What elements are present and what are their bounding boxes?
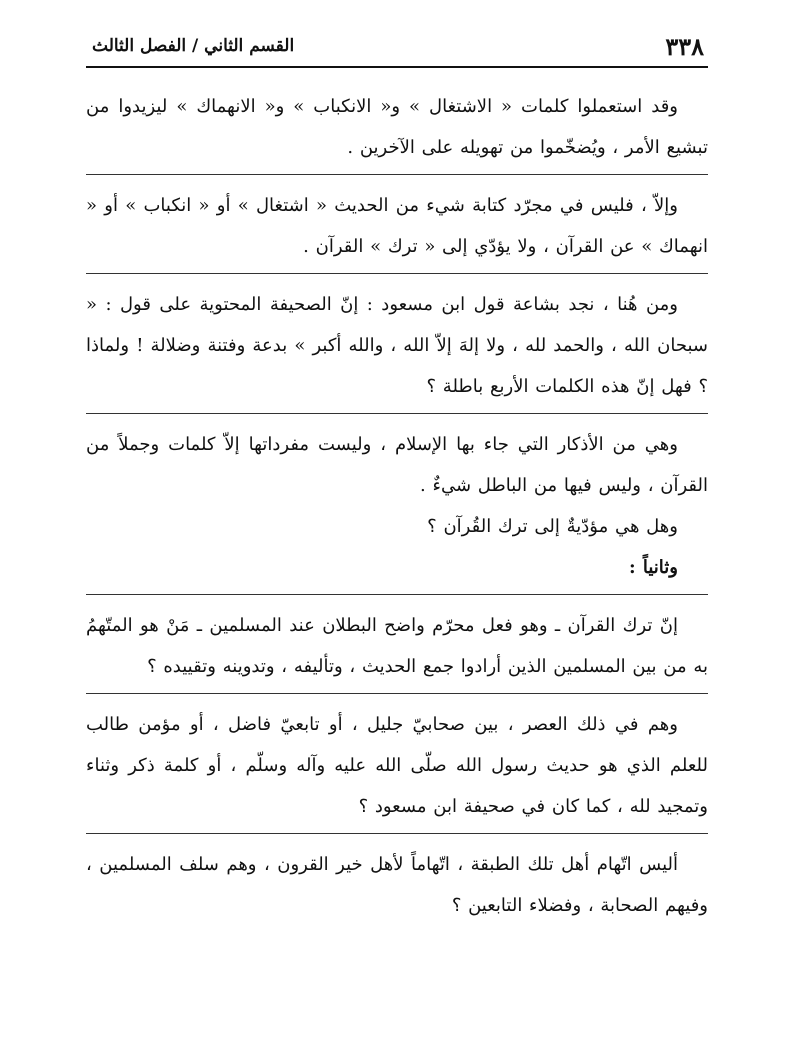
- paragraph: إنّ ترك القرآن ـ وهو فعل محرّم واضح البطلان عند المسلمين ـ مَنْ هو المتّهمُ به من بين المسلمين الذين أرادوا جمع الحديث ، وتأليفه ، وتدوينه وتقييده ؟: [86, 615, 708, 677]
- paragraph: وقد استعملوا كلمات « الاشتغال » و« الانكباب » و« الانهماك » ليزيدوا من تبشيع الأمر ، ويُضخّموا من تهويله على الآخرين .: [86, 96, 708, 158]
- running-head: القسم الثاني / الفصل الثالث: [92, 36, 295, 56]
- separator-line: [86, 693, 708, 694]
- separator-line: [86, 833, 708, 834]
- header-rule: [86, 66, 708, 68]
- section-heading: وثانياً :: [628, 557, 678, 578]
- paragraph: وهي من الأذكار التي جاء بها الإسلام ، وليست مفرداتها إلاّ كلمات وجملاً من القرآن ، وليس فيها من الباطل شيءٌ .: [86, 434, 708, 496]
- body-text: [86, 86, 708, 926]
- page-header: [86, 28, 708, 64]
- paragraph: وهم في ذلك العصر ، بين صحابيّ جليل ، أو تابعيّ فاضل ، أو مؤمن طالب للعلم الذي هو حديث رسول الله صلّى الله عليه وآله وسلّم ، أو كلمة ذكر وثناء وتمجيد لله ، كما كان في صحيفة ابن مسعود ؟: [86, 714, 708, 817]
- separator-line: [86, 174, 708, 175]
- paragraph: ومن هُنا ، نجد بشاعة قول ابن مسعود : إنّ الصحيفة المحتوية على قول : « سبحان الله ، والحمد لله ، ولا إلهَ إلاّ الله ، والله أكبر » بدعة وفتنة وضلالة ! ولماذا ؟ فهل إنّ هذه الكلمات الأربع باطلة ؟: [86, 294, 708, 397]
- paragraph: أليس اتّهام أهل تلك الطبقة ، اتّهاماً لأهل خير القرون ، وهم سلف المسلمين ، وفيهم الصحابة ، وفضلاء التابعين ؟: [86, 854, 708, 916]
- separator-line: [86, 594, 708, 595]
- page-number: ٣٣٨: [665, 32, 704, 61]
- separator-line: [86, 273, 708, 274]
- paragraph: وهل هي مؤدّيةٌ إلى ترك القُرآن ؟: [427, 516, 678, 537]
- separator-line: [86, 413, 708, 414]
- paragraph: وإلاّ ، فليس في مجرّد كتابة شيء من الحديث « اشتغال » أو « انكباب » أو « انهماك » عن القرآن ، ولا يؤدّي إلى « ترك » القرآن .: [86, 195, 708, 257]
